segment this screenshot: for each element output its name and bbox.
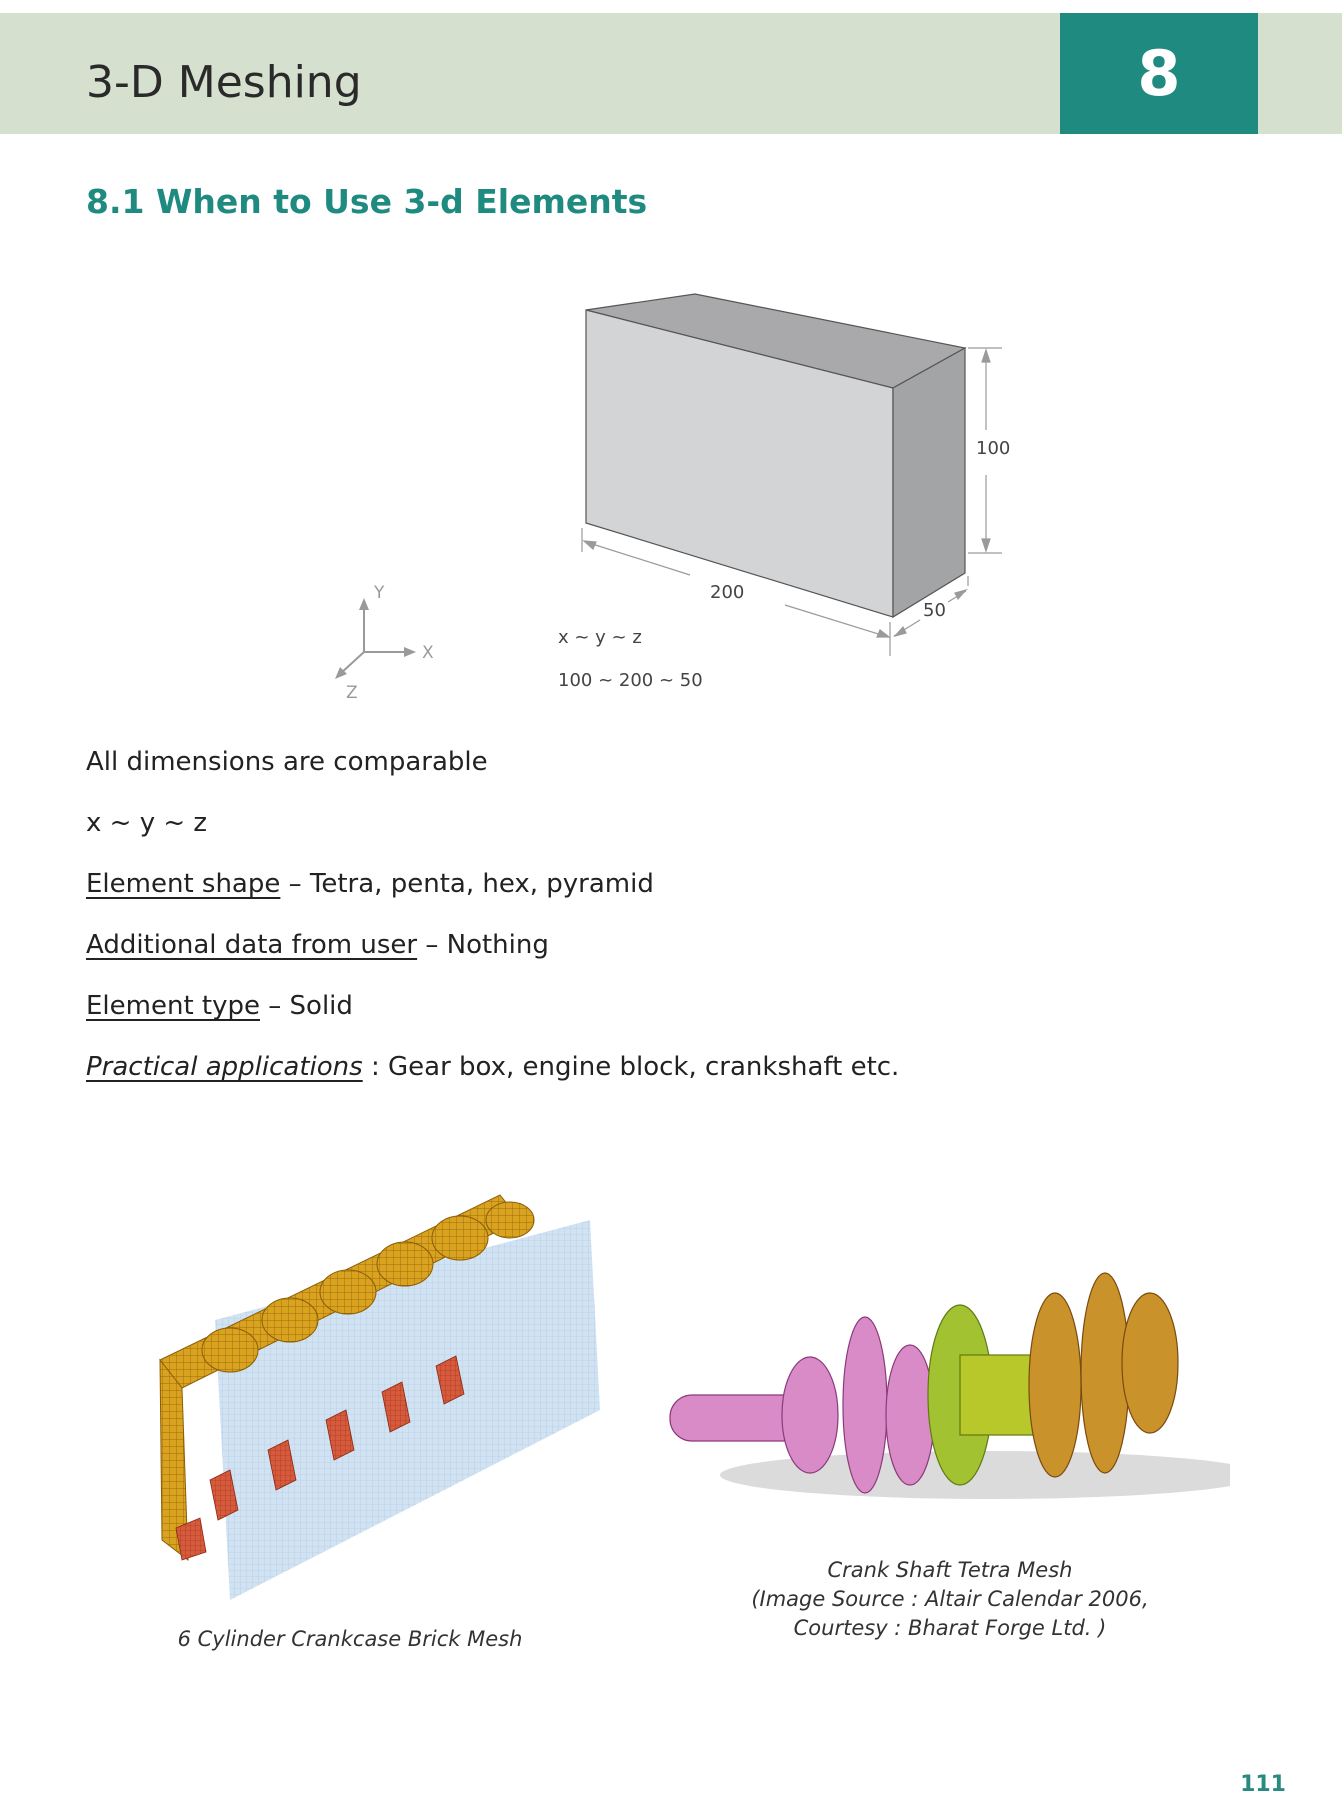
comparable-line: All dimensions are comparable xyxy=(86,747,488,777)
practical-applications-value: : Gear box, engine block, crankshaft etc. xyxy=(362,1052,900,1082)
height-label: 100 xyxy=(976,438,1011,459)
length-label: 200 xyxy=(710,582,745,603)
body-text xyxy=(86,742,899,1108)
additional-data-value: – Nothing xyxy=(417,930,549,960)
crankshaft-caption-line1: Crank Shaft Tetra Mesh xyxy=(827,1558,1073,1582)
dimension-values: 100 ~ 200 ~ 50 xyxy=(558,670,703,691)
section-title: 8.1 When to Use 3-d Elements xyxy=(86,182,648,221)
element-shape-value: – Tetra, penta, hex, pyramid xyxy=(280,869,654,899)
practical-applications-line xyxy=(86,1047,899,1108)
crankshaft-mesh-image xyxy=(660,1245,1230,1545)
element-shape-line xyxy=(86,864,899,925)
element-shape-label: Element shape xyxy=(86,869,281,899)
crankshaft-caption xyxy=(730,1556,1170,1643)
crankcase-caption: 6 Cylinder Crankcase Brick Mesh xyxy=(177,1627,523,1651)
axis-z-label: Z xyxy=(346,683,358,703)
box-dimension-diagram xyxy=(300,280,1060,720)
box-side-face xyxy=(893,348,965,617)
chapter-header xyxy=(0,13,1342,134)
additional-data-line xyxy=(86,925,899,986)
practical-applications-label: Practical applications xyxy=(86,1052,363,1082)
chapter-number-box xyxy=(1060,13,1258,134)
element-type-label: Element type xyxy=(86,991,260,1021)
chapter-title: 3-D Meshing xyxy=(86,57,362,108)
element-type-line xyxy=(86,986,899,1047)
element-type-value: – Solid xyxy=(260,991,353,1021)
crankshaft-caption-line3: Courtesy : Bharat Forge Ltd. ) xyxy=(793,1616,1107,1640)
axis-y-label: Y xyxy=(374,583,385,603)
additional-data-label: Additional data from user xyxy=(86,930,418,960)
axis-triad xyxy=(335,598,416,679)
dimension-relation: x ~ y ~ z xyxy=(558,627,642,648)
axis-x-label: X xyxy=(422,643,434,663)
depth-label: 50 xyxy=(923,600,946,621)
relation-line: x ~ y ~ z xyxy=(86,808,208,838)
crankcase-mesh-image xyxy=(120,1180,620,1620)
crankshaft-caption-line2: (Image Source : Altair Calendar 2006, xyxy=(751,1587,1149,1611)
chapter-number: 8 xyxy=(1137,37,1181,110)
page-number: 111 xyxy=(1240,1772,1286,1797)
